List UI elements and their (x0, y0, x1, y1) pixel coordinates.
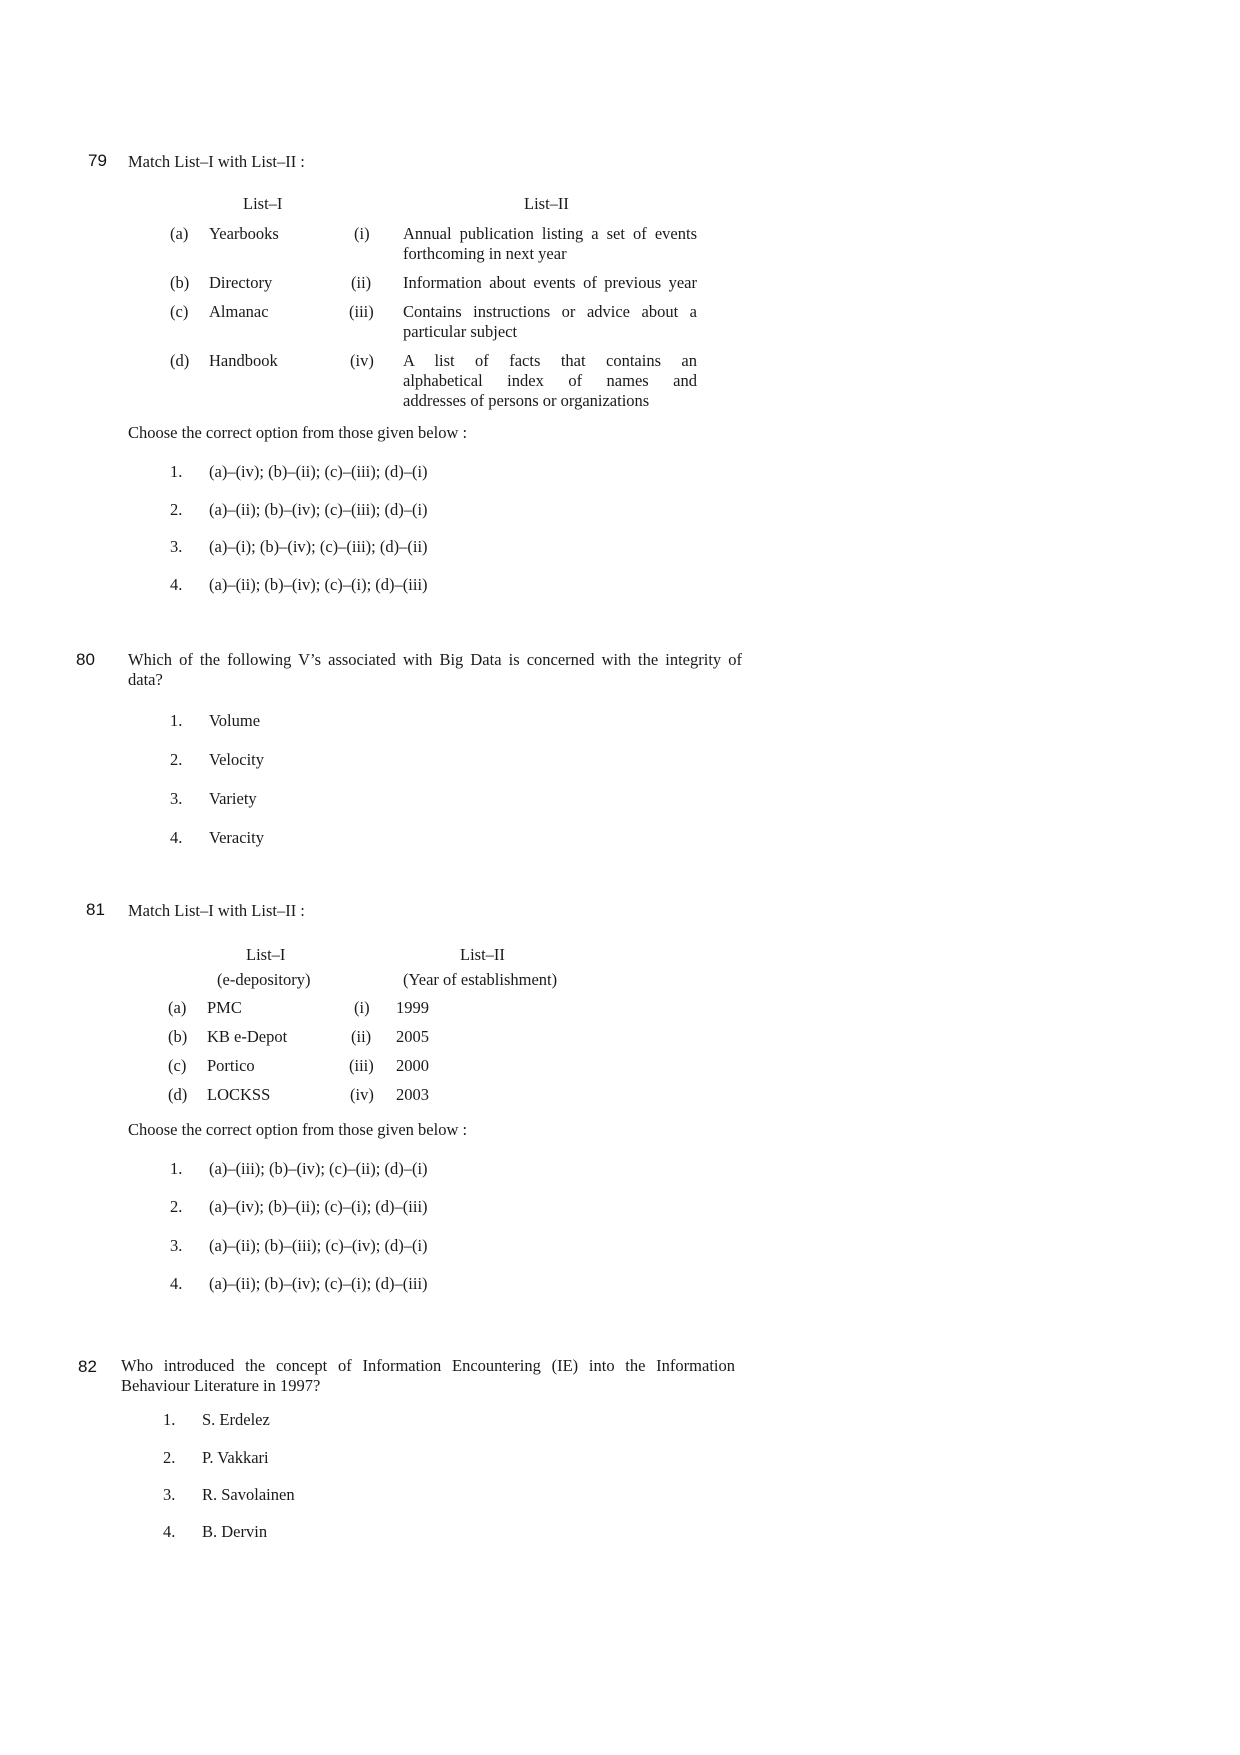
choose-instruction: Choose the correct option from those given below : (128, 423, 468, 442)
row-right-line: particular subject (403, 322, 518, 341)
option-number: 3. (170, 789, 183, 808)
list1-header: List–I (246, 945, 286, 964)
question-number: 81 (86, 900, 105, 919)
option-number: 2. (163, 1448, 176, 1467)
list2-header: List–II (460, 945, 505, 964)
question-stem: Match List–I with List–II : (128, 901, 305, 920)
row-left: Almanac (209, 302, 269, 321)
row-key: (b) (170, 273, 190, 292)
row-num: (ii) (351, 273, 372, 292)
row-right: 2000 (396, 1056, 429, 1075)
row-right: 2003 (396, 1085, 429, 1104)
list1-header: List–I (243, 194, 283, 213)
choose-instruction: Choose the correct option from those given below : (128, 1120, 468, 1139)
question-number: 82 (78, 1357, 97, 1376)
row-right-line: Information about events of previous year (403, 273, 697, 292)
row-right-line: alphabetical index of names and (403, 371, 697, 390)
question-stem-line: Which of the following V’s associated with Big Data is concerned with the integrity of (128, 650, 742, 669)
row-key: (d) (168, 1085, 188, 1104)
row-left: LOCKSS (207, 1085, 271, 1104)
option-number: 3. (170, 537, 183, 556)
row-left: Yearbooks (209, 224, 279, 243)
row-right-line: Annual publication listing a set of events (403, 224, 697, 243)
row-num: (ii) (351, 1027, 372, 1046)
option-4[interactable]: (a)–(ii); (b)–(iv); (c)–(i); (d)–(iii) (209, 575, 428, 594)
option-1[interactable]: S. Erdelez (202, 1410, 270, 1429)
option-number: 3. (170, 1236, 183, 1255)
row-left: KB e-Depot (207, 1027, 288, 1046)
option-number: 1. (163, 1410, 176, 1429)
question-number: 79 (88, 151, 107, 170)
option-number: 1. (170, 711, 183, 730)
row-key: (c) (170, 302, 189, 321)
question-stem-line: Behaviour Literature in 1997? (121, 1376, 321, 1395)
list2-subheader: (Year of establishment) (403, 970, 558, 989)
option-1[interactable]: (a)–(iii); (b)–(iv); (c)–(ii); (d)–(i) (209, 1159, 428, 1178)
option-2[interactable]: (a)–(iv); (b)–(ii); (c)–(i); (d)–(iii) (209, 1197, 428, 1216)
option-number: 2. (170, 750, 183, 769)
option-number: 4. (170, 1274, 183, 1293)
row-right-line: forthcoming in next year (403, 244, 567, 263)
option-number: 1. (170, 1159, 183, 1178)
row-num: (iii) (349, 302, 374, 321)
option-3[interactable]: R. Savolainen (202, 1485, 295, 1504)
row-right-line: addresses of persons or organizations (403, 391, 650, 410)
row-left: PMC (207, 998, 242, 1017)
option-number: 2. (170, 500, 183, 519)
row-right: 1999 (396, 998, 429, 1017)
question-stem: Match List–I with List–II : (128, 152, 305, 171)
question-stem-line: data? (128, 670, 163, 689)
option-2[interactable]: P. Vakkari (202, 1448, 269, 1467)
row-key: (d) (170, 351, 190, 370)
option-number: 4. (170, 575, 183, 594)
option-2[interactable]: Velocity (209, 750, 264, 769)
row-key: (b) (168, 1027, 188, 1046)
option-3[interactable]: (a)–(i); (b)–(iv); (c)–(iii); (d)–(ii) (209, 537, 428, 556)
row-num: (i) (354, 998, 370, 1017)
row-num: (iv) (350, 1085, 374, 1104)
row-num: (iii) (349, 1056, 374, 1075)
row-right-line: A list of facts that contains an (403, 351, 697, 370)
list2-header: List–II (524, 194, 569, 213)
option-number: 4. (163, 1522, 176, 1541)
option-3[interactable]: Variety (209, 789, 257, 808)
row-left: Portico (207, 1056, 255, 1075)
row-num: (i) (354, 224, 370, 243)
option-4[interactable]: Veracity (209, 828, 264, 847)
option-1[interactable]: (a)–(iv); (b)–(ii); (c)–(iii); (d)–(i) (209, 462, 428, 481)
row-key: (a) (168, 998, 187, 1017)
question-number: 80 (76, 650, 95, 669)
option-number: 4. (170, 828, 183, 847)
option-4[interactable]: B. Dervin (202, 1522, 268, 1541)
option-4[interactable]: (a)–(ii); (b)–(iv); (c)–(i); (d)–(iii) (209, 1274, 428, 1293)
row-right: 2005 (396, 1027, 429, 1046)
row-key: (a) (170, 224, 189, 243)
row-left: Handbook (209, 351, 278, 370)
option-number: 2. (170, 1197, 183, 1216)
option-number: 1. (170, 462, 183, 481)
option-number: 3. (163, 1485, 176, 1504)
row-num: (iv) (350, 351, 374, 370)
row-left: Directory (209, 273, 273, 292)
option-1[interactable]: Volume (209, 711, 261, 730)
option-2[interactable]: (a)–(ii); (b)–(iv); (c)–(iii); (d)–(i) (209, 500, 428, 519)
row-key: (c) (168, 1056, 187, 1075)
list1-subheader: (e-depository) (217, 970, 311, 989)
option-3[interactable]: (a)–(ii); (b)–(iii); (c)–(iv); (d)–(i) (209, 1236, 428, 1255)
question-stem-line: Who introduced the concept of Information Encountering (IE) into the Information (121, 1356, 735, 1375)
row-right-line: Contains instructions or advice about a (403, 302, 697, 321)
